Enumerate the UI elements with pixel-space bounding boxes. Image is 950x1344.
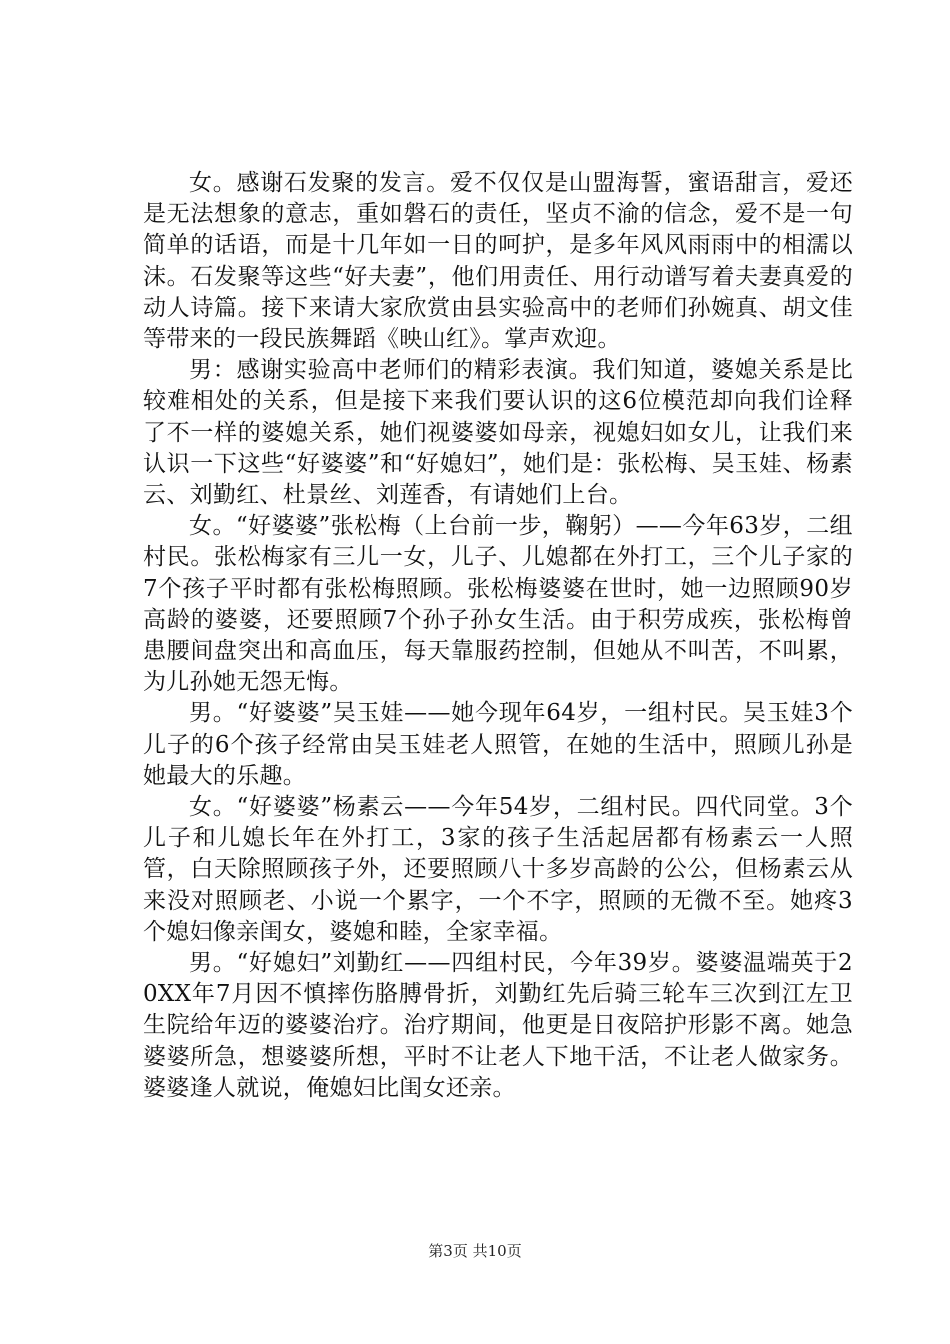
paragraph-2: 男：感谢实验高中老师们的精彩表演。我们知道，婆媳关系是比较难相处的关系，但是接下来我们要认识的这6位模范却向我们诠释了不一样的婆媳关系，她们视婆婆如母亲，视媳妇如女儿，让我们来认识一下这些“好婆婆”和“好媳妇”，她们是：张松梅、吴玉娃、杨素云、刘勤红、杜景丝、刘莲香，有请她们上台。 (143, 357, 853, 509)
paragraph-1: 女。感谢石发聚的发言。爱不仅仅是山盟海誓，蜜语甜言，爱还是无法想象的意志，重如磐石的责任，坚贞不渝的信念，爱不是一句简单的话语，而是十几年如一日的呵护，是多年风风雨雨中的相濡以沫。石发聚等这些“好夫妻”，他们用责任、用行动谱写着夫妻真爱的动人诗篇。接下来请大家欣赏由县实验高中的老师们孙婉真、胡文佳等带来的一段民族舞蹈《映山红》。掌声欢迎。 (143, 170, 853, 353)
paragraph-3: 女。“好婆婆”张松梅（上台前一步，鞠躬）——今年63岁，二组村民。张松梅家有三儿一女，儿子、儿媳都在外打工，三个儿子家的7个孩子平时都有张松梅照顾。张松梅婆婆在世时，她一边照顾90岁高龄的婆婆，还要照顾7个孙子孙女生活。由于积劳成疾，张松梅曾患腰间盘突出和高血压，每天靠服药控制，但她从不叫苦，不叫累，为儿孙她无怨无悔。 (143, 513, 853, 696)
document-body (143, 168, 853, 1104)
paragraph-4: 男。“好婆婆”吴玉娃——她今现年64岁，一组村民。吴玉娃3个儿子的6个孩子经常由吴玉娃老人照管，在她的生活中，照顾儿孙是她最大的乐趣。 (143, 700, 853, 789)
paragraph-5: 女。“好婆婆”杨素云——今年54岁，二组村民。四代同堂。3个儿子和儿媳长年在外打工，3家的孩子生活起居都有杨素云一人照管，白天除照顾孩子外，还要照顾八十多岁高龄的公公，但杨素云从来没对照顾老、小说一个累字，一个不字，照顾的无微不至。她疼3个媳妇像亲闺女，婆媳和睦，全家幸福。 (143, 794, 853, 945)
page-number-footer: 第3页 共10页 (428, 1242, 522, 1260)
paragraph-6: 男。“好媳妇”刘勤红——四组村民，今年39岁。婆婆温端英于20XX年7月因不慎摔伤胳膊骨折，刘勤红先后骑三轮车三次到江左卫生院给年迈的婆婆治疗。治疗期间，他更是日夜陪护形影不离。她急婆婆所急，想婆婆所想，平时不让老人下地干活，不让老人做家务。婆婆逢人就说，俺媳妇比闺女还亲。 (143, 950, 853, 1101)
